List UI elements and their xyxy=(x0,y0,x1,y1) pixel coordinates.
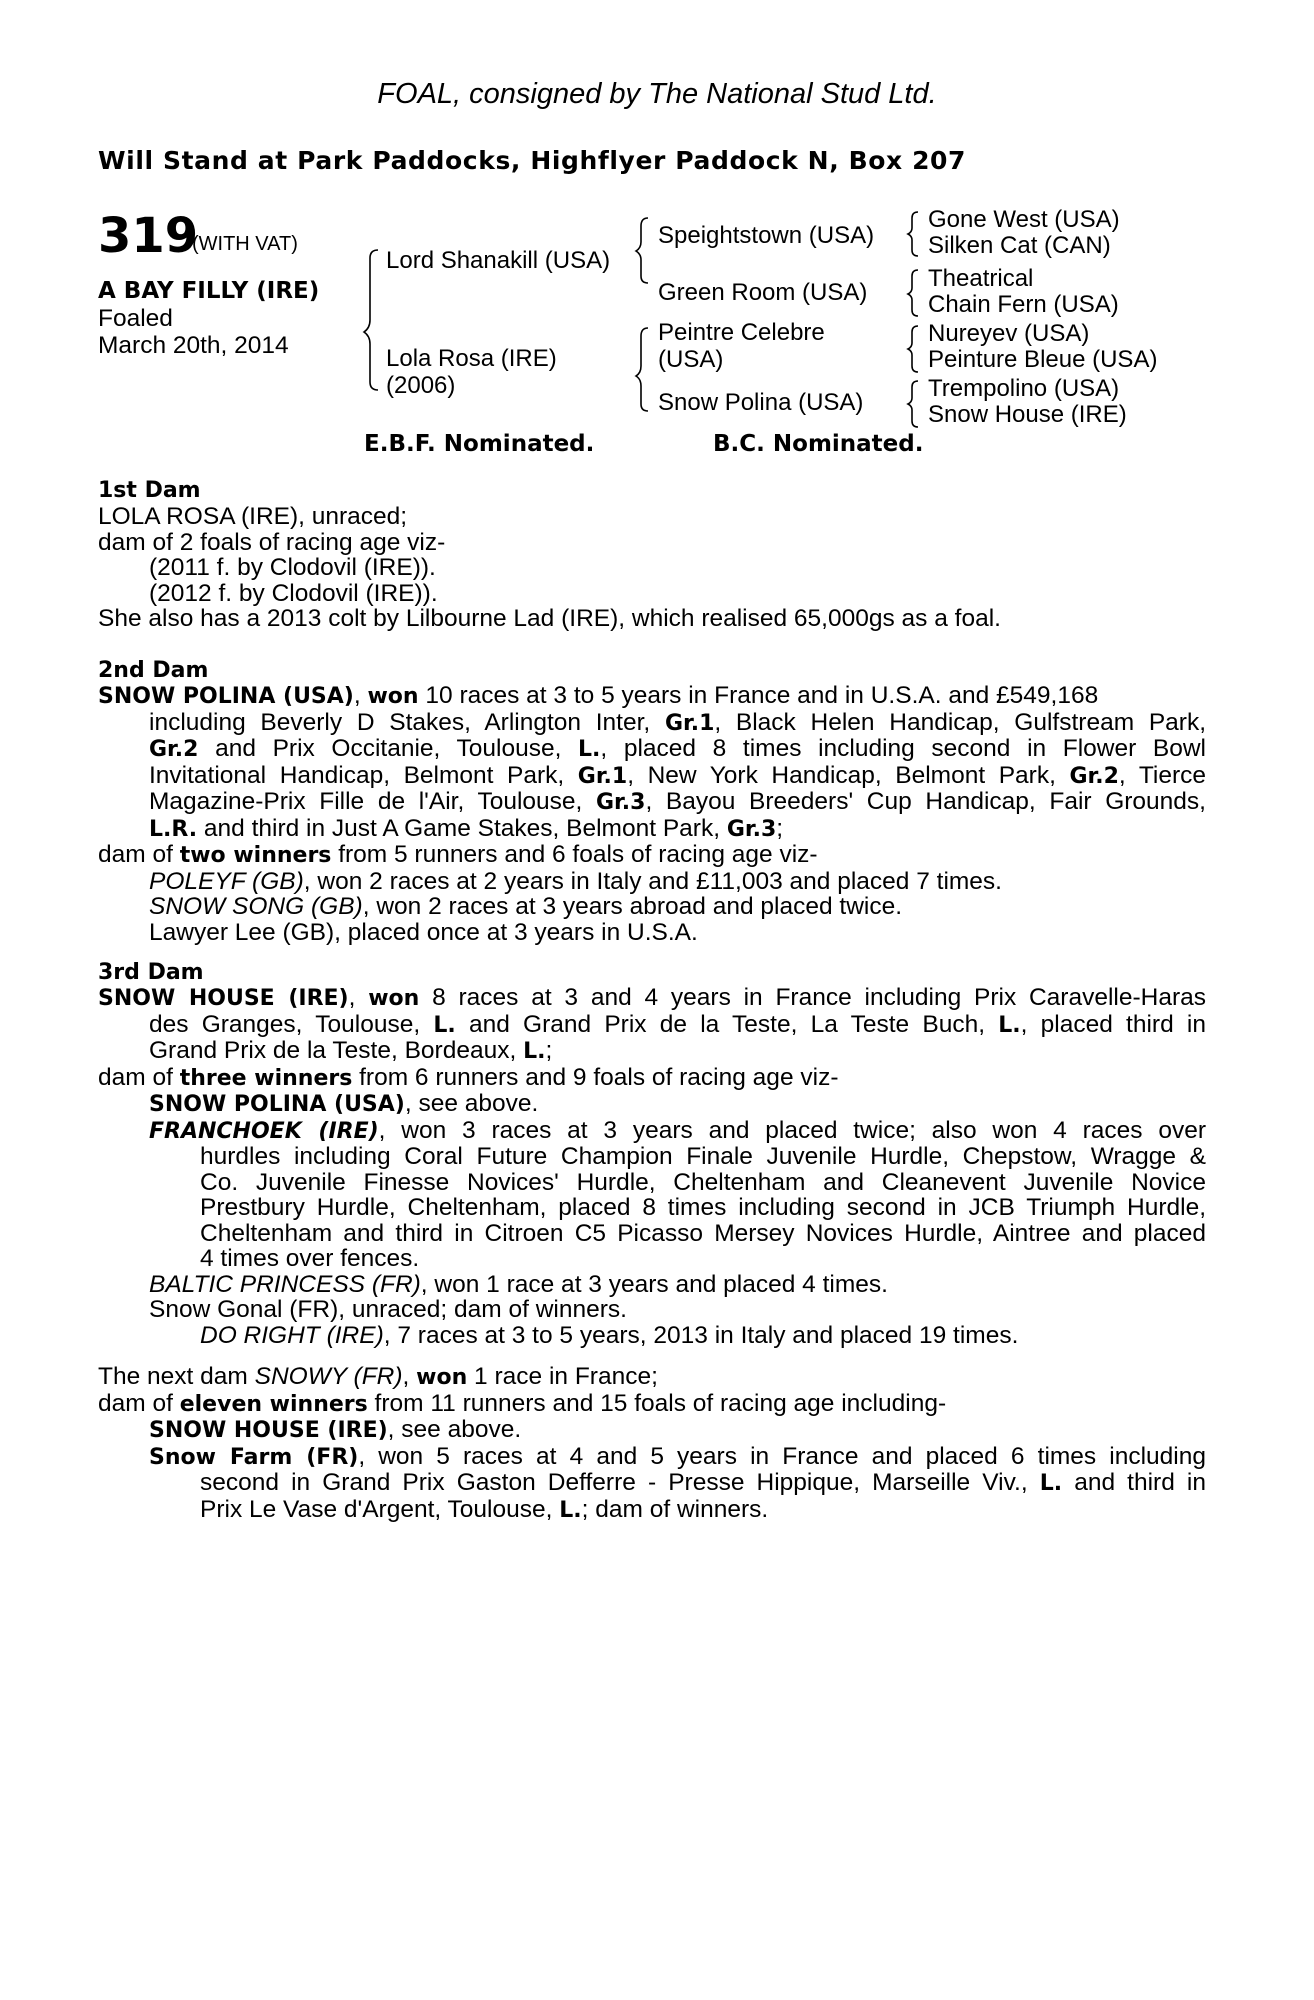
second-dam-line xyxy=(98,789,1206,816)
progeny-line: Co. Juvenile Finesse Novices' Hurdle, Cheltenham and Cleanevent Juvenile Novice xyxy=(200,1168,1206,1196)
progeny-name: FRANCHOEK (IRE) xyxy=(149,1118,379,1144)
second-dam-section xyxy=(98,683,1206,945)
progeny-line xyxy=(98,1323,1206,1349)
winners-count: eleven winners xyxy=(179,1391,368,1417)
text: 1 race in France; xyxy=(467,1363,658,1390)
pedigree-g7: Trempolino (USA) xyxy=(928,375,1120,402)
stand-location: Will Stand at Park Paddocks, Highflyer Paddock N, Box 207 xyxy=(98,146,967,175)
text-comma: , xyxy=(353,682,368,709)
text: and Prix Occitanie, Toulouse, xyxy=(198,735,579,762)
progeny-name: DO RIGHT (IRE) xyxy=(200,1321,384,1349)
grade-label: Gr.2 xyxy=(149,737,199,762)
second-dam-heading: 2nd Dam xyxy=(98,658,209,683)
text: , won 5 races at 4 and 5 years in France and placed 6 times including xyxy=(358,1442,1206,1470)
progeny-name: SNOW SONG (GB) xyxy=(149,893,363,920)
pedigree-g8: Snow House (IRE) xyxy=(928,401,1127,428)
text: from 5 runners and 6 foals of racing age viz- xyxy=(331,841,818,868)
progeny-line xyxy=(98,894,1206,920)
text: Invitational Handicap, Belmont Park, xyxy=(149,761,578,789)
listed-label: L. xyxy=(998,1012,1021,1038)
progeny-line xyxy=(98,1272,1206,1298)
first-dam-line: She also has a 2013 colt by Lilbourne Lad (IRE), which realised 65,000gs as a foal. xyxy=(98,605,1001,632)
text: dam of xyxy=(98,1389,180,1417)
pedigree-g1: Gone West (USA) xyxy=(928,206,1120,233)
won-label: won xyxy=(367,684,419,709)
progeny-line xyxy=(98,1470,1206,1497)
progeny-name: BALTIC PRINCESS (FR) xyxy=(149,1270,421,1298)
winners-count: two winners xyxy=(179,843,332,868)
text: and third in xyxy=(1062,1469,1206,1496)
pedigree-g3: Theatrical xyxy=(928,265,1034,292)
first-dam-line: dam of 2 foals of racing age viz- xyxy=(98,528,446,556)
text: 10 races at 3 to 5 years in France and in U.S.A. and £549,168 xyxy=(418,682,1099,709)
grade-label: Gr.3 xyxy=(726,816,777,842)
third-dam-line xyxy=(98,1065,1206,1092)
text: from 11 runners and 15 foals of racing age including- xyxy=(367,1389,947,1417)
third-dam-line xyxy=(98,985,1206,1012)
progeny-line xyxy=(98,1118,1206,1145)
text: des Granges, Toulouse, xyxy=(149,1010,434,1038)
text: , won 3 races at 3 years and placed twice; also won 4 races over xyxy=(378,1116,1206,1144)
pedigree-dam: Lola Rosa (IRE) xyxy=(386,345,557,372)
text: Magazine-Prix Fille de l'Air, Toulouse, xyxy=(149,788,596,815)
lot-number: 319 xyxy=(98,208,199,264)
next-dam-section xyxy=(98,1364,1206,1523)
text: , Bayou Breeders' Cup Handicap, Fair Grounds, xyxy=(645,788,1206,815)
text: second in Grand Prix Gaston Defferre - Presse Hippique, Marseille Viv., xyxy=(200,1469,1040,1496)
progeny-name: POLEYF (GB) xyxy=(149,867,304,895)
won-label: won xyxy=(368,986,420,1011)
consignment-title: FOAL, consigned by The National Stud Ltd. xyxy=(377,78,937,110)
pedigree-g2: Silken Cat (CAN) xyxy=(928,232,1111,259)
listed-label: L.R. xyxy=(149,816,198,842)
progeny-line: Cheltenham and third in Citroen C5 Picasso Mersey Novices Hurdle, Aintree and placed xyxy=(200,1219,1206,1247)
pedigree-dam-year: (2006) xyxy=(386,372,456,399)
text: , see above. xyxy=(387,1416,522,1443)
brace-g3 xyxy=(908,326,918,372)
second-dam-line xyxy=(98,736,1206,763)
listed-label: L. xyxy=(578,737,601,762)
pedigree-g6: Peinture Bleue (USA) xyxy=(928,346,1158,373)
progeny-name: SNOW HOUSE (IRE) xyxy=(149,1418,388,1443)
second-dam-line xyxy=(98,763,1206,790)
text: ; dam of winners. xyxy=(581,1495,769,1523)
text: dam of xyxy=(98,1063,180,1091)
pedigree-sire-dam: Green Room (USA) xyxy=(658,279,868,306)
text: , placed 8 times including second in Flower Bowl xyxy=(600,735,1207,762)
text-comma: , xyxy=(348,984,369,1011)
brace-g4 xyxy=(908,381,918,427)
next-dam-line xyxy=(98,1391,1206,1418)
foaled-label: Foaled xyxy=(98,305,173,332)
third-dam-heading: 3rd Dam xyxy=(98,960,204,985)
progeny-line: Snow Gonal (FR), unraced; dam of winners. xyxy=(149,1296,627,1323)
first-dam-foal: (2012 f. by Clodovil (IRE)). xyxy=(149,579,438,607)
brace-sire xyxy=(636,218,648,283)
text: Prix Le Vase d'Argent, Toulouse, xyxy=(200,1495,560,1523)
pedigree-dam-dam: Snow Polina (USA) xyxy=(658,389,864,416)
text: , New York Handicap, Belmont Park, xyxy=(627,761,1070,789)
brace-dam xyxy=(636,328,648,411)
text: dam of xyxy=(98,841,180,868)
progeny-line: Prestbury Hurdle, Cheltenham, placed 8 times including second in JCB Triumph Hurdle, xyxy=(200,1194,1206,1221)
ebf-nominated: E.B.F. Nominated. xyxy=(364,431,595,457)
text: 8 races at 3 and 4 years in France including Prix Caravelle-Haras xyxy=(419,984,1206,1011)
progeny-name: Snow Farm (FR) xyxy=(149,1444,359,1470)
text: , won 2 races at 2 years in Italy and £11,003 and placed 7 times. xyxy=(303,867,1002,895)
text: The next dam xyxy=(98,1363,255,1390)
third-dam-line xyxy=(98,1038,1206,1065)
progeny-line xyxy=(98,1497,1206,1524)
progeny-line xyxy=(98,1091,1206,1118)
dam-name: SNOW HOUSE (IRE) xyxy=(98,986,349,1011)
text: and third in Just A Game Stakes, Belmont Park, xyxy=(197,814,727,842)
text: including Beverly D Stakes, Arlington Inter, xyxy=(149,708,665,736)
first-dam-foal: (2011 f. by Clodovil (IRE)). xyxy=(149,554,436,581)
first-dam-section xyxy=(98,504,1206,632)
grade-label: Gr.2 xyxy=(1069,763,1119,789)
vat-label: (WITH VAT) xyxy=(192,233,298,255)
pedigree-dam-sire-country: (USA) xyxy=(658,346,724,373)
foaled-date: March 20th, 2014 xyxy=(98,332,289,359)
dam-name: SNOW POLINA (USA) xyxy=(98,684,354,709)
pedigree-sire-sire: Speightstown (USA) xyxy=(658,222,875,249)
second-dam-line xyxy=(98,710,1206,737)
text: , Tierce xyxy=(1118,761,1206,789)
grade-label: Gr.1 xyxy=(664,710,715,736)
grade-label: Gr.3 xyxy=(596,790,646,815)
text: , won 2 races at 3 years abroad and placed twice. xyxy=(362,893,903,920)
text: ; xyxy=(776,814,784,842)
first-dam-heading: 1st Dam xyxy=(98,478,201,503)
text: Grand Prix de la Teste, Bordeaux, xyxy=(149,1037,524,1064)
text: , 7 races at 3 to 5 years, 2013 in Italy and placed 19 times. xyxy=(383,1321,1019,1349)
bc-nominated: B.C. Nominated. xyxy=(713,431,924,457)
text: ; xyxy=(545,1037,553,1064)
winners-count: three winners xyxy=(179,1065,353,1091)
text: , Black Helen Handicap, Gulfstream Park, xyxy=(714,708,1207,736)
text: and Grand Prix de la Teste, La Teste Buch, xyxy=(455,1010,999,1038)
progeny-line: 4 times over fences. xyxy=(200,1245,420,1272)
second-dam-line xyxy=(98,816,1206,843)
text: , xyxy=(402,1363,417,1390)
text: , placed third in xyxy=(1020,1010,1206,1038)
dam-name: SNOWY (FR) xyxy=(254,1363,403,1390)
listed-label: L. xyxy=(1039,1471,1063,1496)
won-label: won xyxy=(416,1365,468,1390)
pedigree-dam-sire: Peintre Celebre xyxy=(658,319,825,346)
progeny-line xyxy=(98,869,1206,895)
next-dam-line xyxy=(98,1364,1206,1391)
progeny-line xyxy=(98,1444,1206,1471)
first-dam-line: LOLA ROSA (IRE), unraced; xyxy=(98,503,408,530)
pedigree-sire: Lord Shanakill (USA) xyxy=(386,247,611,274)
progeny-line xyxy=(98,1417,1206,1444)
progeny-line: hurdles including Coral Future Champion Finale Juvenile Hurdle, Chepstow, Wragge & xyxy=(200,1143,1206,1170)
listed-label: L. xyxy=(523,1039,546,1064)
listed-label: L. xyxy=(433,1012,456,1038)
text: , won 1 race at 3 years and placed 4 times. xyxy=(420,1270,888,1298)
second-dam-line xyxy=(98,842,1206,869)
third-dam-section xyxy=(98,985,1206,1348)
pedigree-g4: Chain Fern (USA) xyxy=(928,291,1119,318)
third-dam-line xyxy=(98,1012,1206,1039)
second-dam-line xyxy=(98,683,1206,710)
progeny-name: SNOW POLINA (USA) xyxy=(149,1092,405,1117)
listed-label: L. xyxy=(559,1497,582,1523)
progeny-line: Lawyer Lee (GB), placed once at 3 years in U.S.A. xyxy=(149,918,698,946)
grade-label: Gr.1 xyxy=(577,763,628,789)
brace-g1 xyxy=(908,212,918,256)
text: , see above. xyxy=(404,1090,539,1117)
text: from 6 runners and 9 foals of racing age viz- xyxy=(352,1063,839,1091)
brace-g2 xyxy=(908,270,918,316)
pedigree-g5: Nureyev (USA) xyxy=(928,320,1090,347)
brace-sire-dam xyxy=(364,250,378,390)
horse-name: A BAY FILLY (IRE) xyxy=(98,278,320,304)
